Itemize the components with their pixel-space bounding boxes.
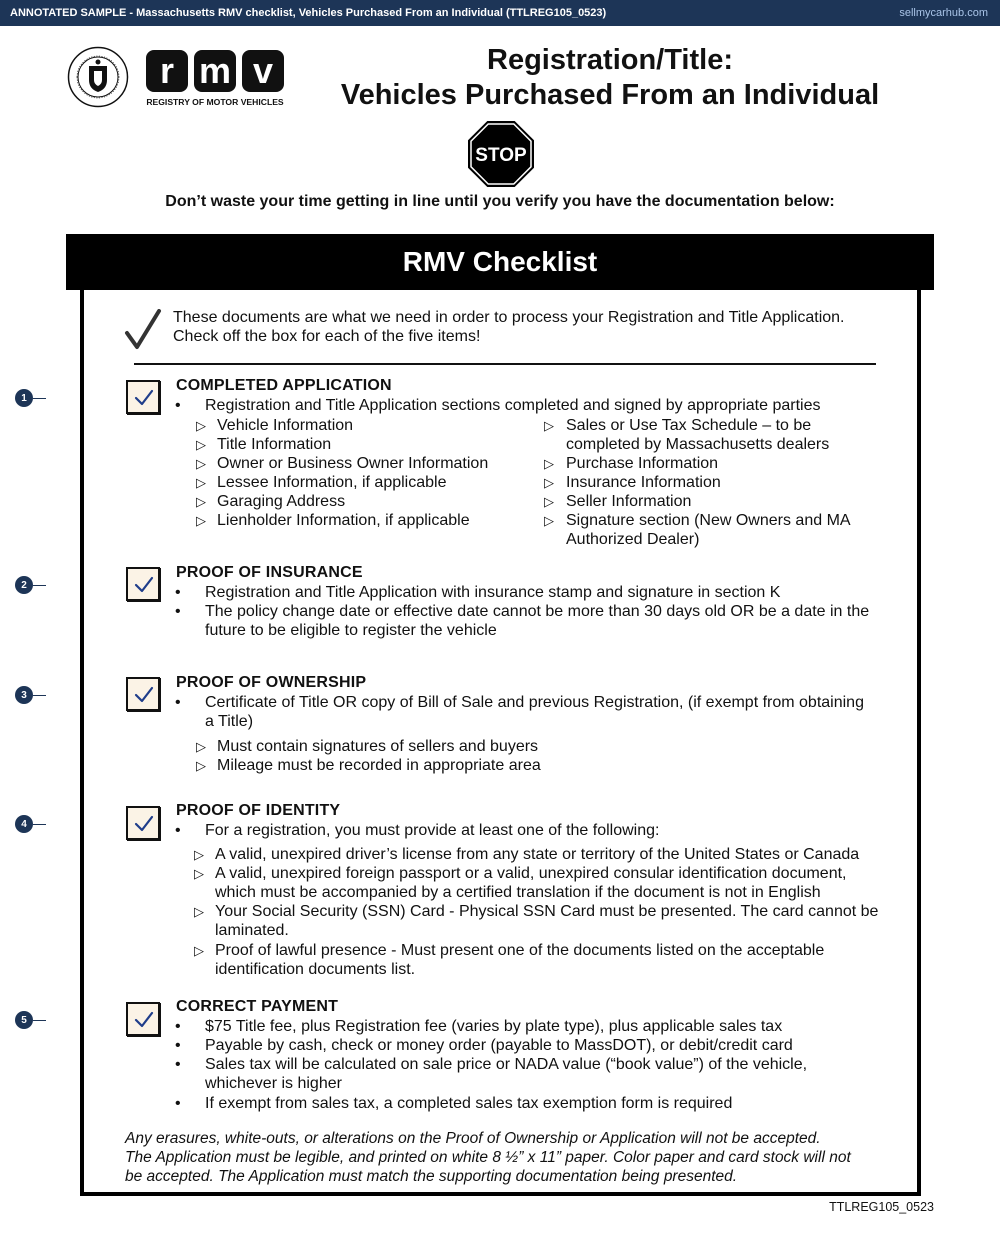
massachusetts-seal-icon	[67, 46, 129, 108]
checkbox-proof-of-identity[interactable]	[126, 806, 160, 840]
annotation-marker-1: 1	[15, 389, 33, 407]
list-item: Garaging Address	[217, 493, 346, 510]
check-icon	[133, 684, 155, 706]
section-heading-identity: PROOF OF IDENTITY	[176, 802, 341, 819]
marker-line	[33, 398, 46, 399]
list-item: Vehicle Information	[217, 417, 354, 434]
banner-title: ANNOTATED SAMPLE - Massachusetts RMV checklist, Vehicles Purchased From an Individual (TTLREG105_0523)	[10, 7, 607, 19]
form-code: TTLREG105_0523	[829, 1200, 934, 1214]
bullet-icon: •	[175, 822, 181, 839]
rmv-letter-m: m	[198, 50, 232, 91]
bullet-icon: •	[175, 694, 181, 711]
checkbox-correct-payment[interactable]	[126, 1002, 160, 1036]
triangle-icon: ▷	[196, 475, 206, 490]
triangle-icon: ▷	[194, 866, 204, 881]
footer-line: Any erasures, white-outs, or alterations on the Proof of Ownership or Application will not be accepted.	[125, 1130, 821, 1147]
triangle-icon: ▷	[194, 943, 204, 958]
page-title-line1: Registration/Title:	[487, 44, 733, 76]
triangle-icon: ▷	[194, 847, 204, 862]
checkbox-completed-application[interactable]	[126, 380, 160, 414]
list-item: A valid, unexpired driver’s license from any state or territory of the United States or Canada	[215, 846, 860, 863]
list-item: A valid, unexpired foreign passport or a valid, unexpired consular identification document,	[215, 865, 847, 882]
list-item: Lienholder Information, if applicable	[217, 512, 470, 529]
checklist-intro	[173, 308, 893, 346]
bullet-icon: •	[175, 1018, 181, 1035]
bullet-icon: •	[175, 1095, 181, 1112]
footer-line: be accepted. The Application must match the supporting documentation being presented.	[125, 1168, 738, 1185]
bullet-icon: •	[175, 1037, 181, 1054]
list-item: Lessee Information, if applicable	[217, 474, 447, 491]
triangle-icon: ▷	[544, 418, 554, 433]
triangle-icon: ▷	[196, 456, 206, 471]
triangle-icon: ▷	[544, 494, 554, 509]
triangle-icon: ▷	[196, 739, 206, 754]
triangle-icon: ▷	[544, 456, 554, 471]
list-item: Sales or Use Tax Schedule – to be	[566, 417, 812, 434]
triangle-icon: ▷	[196, 418, 206, 433]
list-item: Certificate of Title OR copy of Bill of Sale and previous Registration, (if exempt from obtaining	[205, 694, 864, 711]
list-item: identification documents list.	[215, 961, 416, 978]
list-item: $75 Title fee, plus Registration fee (varies by plate type), plus applicable sales tax	[205, 1018, 783, 1035]
check-icon	[133, 1009, 155, 1031]
marker-line	[33, 585, 46, 586]
checklist-title: RMV Checklist	[66, 234, 934, 290]
bullet-icon: •	[175, 603, 181, 620]
list-item: whichever is higher	[205, 1075, 342, 1092]
list-item: Registration and Title Application with insurance stamp and signature in section K	[205, 584, 781, 601]
annotation-marker-3: 3	[15, 686, 33, 704]
rmv-caption: REGISTRY OF MOTOR VEHICLES	[146, 97, 284, 107]
list-item: completed by Massachusetts dealers	[566, 436, 830, 453]
list-item: Signature section (New Owners and MA	[566, 512, 851, 529]
triangle-icon: ▷	[544, 475, 554, 490]
triangle-icon: ▷	[196, 437, 206, 452]
annotation-banner	[0, 0, 1000, 26]
checkbox-proof-of-ownership[interactable]	[126, 677, 160, 711]
list-item: Purchase Information	[566, 455, 719, 472]
list-item: Registration and Title Application sections completed and signed by appropriate parties	[205, 397, 821, 414]
list-item: Your Social Security (SSN) Card - Physical SSN Card must be presented. The card cannot be	[215, 903, 879, 920]
triangle-icon: ▷	[194, 904, 204, 919]
list-item: Must contain signatures of sellers and buyers	[217, 738, 539, 755]
list-item: Mileage must be recorded in appropriate area	[217, 757, 541, 774]
list-item: For a registration, you must provide at least one of the following:	[205, 822, 660, 839]
footer-notice	[125, 1129, 895, 1186]
list-item: Sales tax will be calculated on sale price or NADA value (“book value”) of the vehicle,	[205, 1056, 808, 1073]
list-item: Title Information	[217, 436, 332, 453]
section-heading-insurance: PROOF OF INSURANCE	[176, 564, 363, 581]
check-icon	[133, 387, 155, 409]
bullet-icon: •	[175, 1056, 181, 1073]
list-item: Insurance Information	[566, 474, 721, 491]
list-item: Owner or Business Owner Information	[217, 455, 489, 472]
section-heading-application: COMPLETED APPLICATION	[176, 377, 392, 394]
list-item: which must be accompanied by a certified translation if the document is not in English	[215, 884, 821, 901]
list-item: a Title)	[205, 713, 254, 730]
marker-line	[33, 695, 46, 696]
rmv-letter-r: r	[159, 50, 175, 91]
list-item: Payable by cash, check or money order (payable to MassDOT), or debit/credit card	[205, 1037, 793, 1054]
section-heading-ownership: PROOF OF OWNERSHIP	[176, 674, 367, 691]
intro-line: Check off the box for each of the five items!	[173, 328, 481, 345]
stop-sign-icon	[468, 121, 534, 187]
rmv-letter-v: v	[252, 50, 274, 91]
bullet-icon: •	[175, 584, 181, 601]
intro-line: These documents are what we need in order to process your Registration and Title Application.	[173, 309, 845, 326]
annotation-marker-2: 2	[15, 576, 33, 594]
list-item: laminated.	[215, 922, 289, 939]
list-item: The policy change date or effective date cannot be more than 30 days old OR be a date in the	[205, 603, 870, 620]
list-item: If exempt from sales tax, a completed sales tax exemption form is required	[205, 1095, 733, 1112]
divider	[134, 363, 876, 365]
bullet-icon: •	[175, 397, 181, 414]
checkmark-icon	[124, 309, 162, 351]
footer-line: The Application must be legible, and printed on white 8 ½” x 11” paper. Color paper and card stock will not	[125, 1149, 851, 1166]
subtitle: Don’t waste your time getting in line until you verify you have the documentation below:	[165, 193, 835, 210]
stop-sign-text: STOP	[475, 145, 527, 166]
list-item: Seller Information	[566, 493, 692, 510]
list-item: Proof of lawful presence - Must present one of the documents listed on the acceptable	[215, 942, 825, 959]
triangle-icon: ▷	[544, 513, 554, 528]
triangle-icon: ▷	[196, 758, 206, 773]
triangle-icon: ▷	[196, 494, 206, 509]
site-link[interactable]: sellmycarhub.com	[899, 7, 988, 19]
annotation-marker-4: 4	[15, 815, 33, 833]
triangle-icon: ▷	[196, 513, 206, 528]
check-icon	[133, 813, 155, 835]
list-item: Authorized Dealer)	[566, 531, 700, 548]
list-item: future to be eligible to register the vehicle	[205, 622, 497, 639]
marker-line	[33, 1020, 46, 1021]
checkbox-proof-of-insurance[interactable]	[126, 567, 160, 601]
section-heading-payment: CORRECT PAYMENT	[176, 998, 339, 1015]
check-icon	[133, 574, 155, 596]
page-title-line2: Vehicles Purchased From an Individual	[340, 79, 880, 111]
rmv-logo-icon	[145, 49, 287, 109]
marker-line	[33, 824, 46, 825]
annotation-marker-5: 5	[15, 1011, 33, 1029]
